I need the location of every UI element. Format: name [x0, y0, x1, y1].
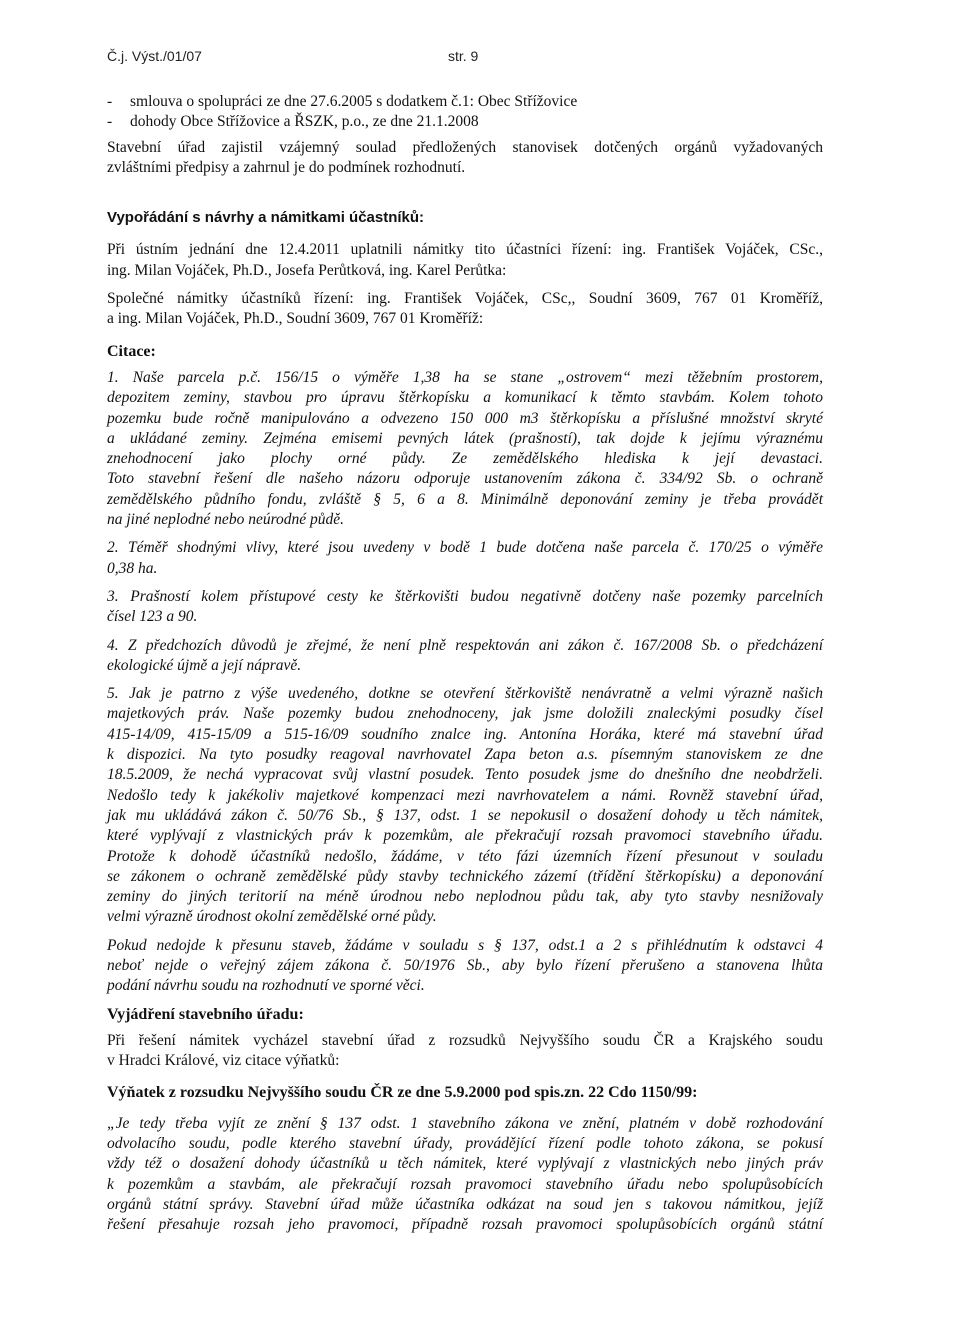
text-line: ekologické újmě a její nápravě.: [107, 656, 302, 674]
citation-paragraph: [107, 538, 823, 579]
office-paragraph: [107, 1031, 823, 1072]
text-line: vždy též o dosažení dohody účastníků u těch námitek, které vyplývají z vlastnických nebo jiných práv: [107, 1155, 823, 1173]
text-line: čísel 123 a 90.: [107, 608, 198, 626]
text-line: se zákonem o ochraně zemědělské půdy stavby technického zázemí (třídění štěrkopísku) a deponování: [107, 867, 823, 885]
text-line: Při řešení námitek vycházel stavební úřad z rozsudků Nejvyššího soudu ČR a Krajského soudu: [107, 1031, 823, 1049]
citation-block: [107, 368, 823, 997]
text-line: ing. Milan Vojáček, Ph.D., Josefa Perůtková, ing. Karel Perůtka:: [107, 261, 507, 279]
text-line: „Je tedy třeba vyjít ze znění § 137 odst. 1 stavebního zákona ve znění, platném v době rozhodování: [107, 1114, 823, 1132]
text-line: které vyplývají z vlastnických práv k pozemkům, ale překračují rozsah pravomoci stavebního úřadu.: [107, 827, 823, 845]
list-item: - smlouva o spolupráci ze dne 27.6.2005 s dodatkem č.1: Obec Střížovice: [107, 92, 823, 112]
text-line: neboť nejde o veřejný zájem zákona č. 50/1976 Sb., aby bylo řízení přerušeno a stanovena lhůta: [107, 956, 823, 974]
text-line: zemědělského půdního fondu, zvláště § 5, 6 a 8. Minimálně deponování zeminy je třeba provádět: [107, 490, 823, 508]
text-line: 2. Téměř shodnými vlivy, které jsou uvedeny v bodě 1 bude dotčena naše parcela č. 170/25 o výměře: [107, 539, 823, 557]
text-line: zvláštními předpisy a zahrnul je do podmínek rozhodnutí.: [107, 158, 466, 176]
text-line: Toto stavební řešení dle našeho názoru odporuje ustanovením zákona č. 334/92 Sb. o ochraně: [107, 470, 823, 488]
excerpt-heading: Výňatek z rozsudku Nejvyššího soudu ČR ze dne 5.9.2000 pod spis.zn. 22 Cdo 1150/99:: [107, 1084, 698, 1102]
text-line: a ing. Milan Vojáček, Ph.D., Soudní 3609, 767 01 Kroměříž:: [107, 310, 484, 328]
text-line: v Hradci Králové, viz citace výňatků:: [107, 1052, 340, 1070]
text-line: a ukládané zeminy. Zejména emisemi pevných látek (prašností), tak dojde k jejímu výraznému: [107, 429, 823, 447]
citation-paragraph: [107, 684, 823, 928]
text-line: 415-14/09, 415-15/09 a 515-16/09 soudního znalce ing. Antonína Horáka, které má stavební úřad: [107, 725, 823, 743]
text-line: řešení přesahuje rozsah jeho pravomoci, případně rozsah pravomoci spolupůsobících orgánů státní: [107, 1216, 823, 1234]
document-body: [107, 92, 823, 1236]
text-line: 18.5.2009, že nechá vypracovat svůj vlastní posudek. Tento posudek jsme do dnešního dne neobdrželi.: [107, 766, 823, 784]
citation-paragraph: [107, 936, 823, 997]
text-line: depozitem zeminy, stavbou pro úpravu štěrkopísku a komunikací k těmto stavbám. Kolem tohoto: [107, 389, 823, 407]
text-line: 1. Naše parcela p.č. 156/15 o výměře 1,38 ha se stane „ostrovem“ mezi těžebním prostorem,: [107, 368, 823, 386]
text-line: 3. Prašností kolem přístupové cesty ke štěrkovišti budou negativně dotčeny naše pozemky parcelních: [107, 587, 823, 605]
excerpt-paragraph: [107, 1114, 823, 1236]
citation-paragraph: [107, 368, 823, 530]
text-line: orgánů státní správy. Stavební úřad může účastníka odkázat na soud jen s takovou námitkou, jejíž: [107, 1195, 823, 1213]
text-line: podání návrhu soudu na rozhodnutí ve sporné věci.: [107, 977, 425, 995]
intro-paragraph: [107, 138, 823, 179]
section-heading: Vypořádání s návrhy a námitkami účastníků:: [107, 209, 425, 227]
text-line: na jiné neplodné nebo neúrodné půdě.: [107, 511, 345, 529]
citace-heading: Citace:: [107, 342, 156, 360]
text-line: velmi výrazně úrodnost okolní zemědělské orné půdy.: [107, 908, 437, 926]
text-line: jak mu ukládává zákon č. 50/76 Sb., § 137, odst. 1 se nepokusil o dosažení dohody u těch námitek,: [107, 806, 823, 824]
text-line: Stavební úřad zajistil vzájemný soulad předložených stanovisek dotčených orgánů vyžadovaných: [107, 138, 823, 156]
text-line: znehodnocení jako plochy orné půdy. Ze zemědělského hlediska k její devastaci.: [107, 450, 823, 468]
text-line: Nedošlo tedy k jakékoliv majetkové kompenzaci mezi navrhovatelem a námi. Rovněž stavební úřad,: [107, 786, 823, 804]
text-line: Pokud nedojde k přesunu staveb, žádáme v souladu s § 137, odst.1 a 2 s přihlédnutím k odstavci 4: [107, 936, 823, 954]
citation-paragraph: [107, 587, 823, 628]
text-line: Společné námitky účastníků řízení: ing. František Vojáček, CSc,, Soudní 3609, 767 01 Kroměříž,: [107, 290, 823, 308]
text-line: k pozemkům a stavbám, ale překračují rozsah pravomoci stavebního úřadu nebo spolupůsobících: [107, 1175, 823, 1193]
text-line: zeminy do jiných teritorií na méně úrodnou nebo neplodnou půdu tak, aby tyto stavby nesnižovaly: [107, 888, 823, 906]
page-number: str. 9: [448, 48, 479, 64]
hearing-paragraph: [107, 240, 823, 281]
list-item: - dohody Obce Střížovice a ŘSZK, p.o., ze dne 21.1.2008: [107, 112, 823, 132]
text-line: pozemku bude ročně manipulováno a odvezeno 150 000 m3 štěrkopísku a příslušné množství skryté: [107, 409, 823, 427]
reference-number: Č.j. Výst./01/07: [107, 48, 202, 64]
joint-objections-paragraph: [107, 289, 823, 330]
text-line: Při ústním jednání dne 12.4.2011 uplatnili námitky tito účastníci řízení: ing. František Vojáček, CSc.,: [107, 241, 823, 259]
text-line: k dispozici. Na tyto posudky reagoval navrhovatel Zapa beton a.s. písemným stanoviskem ze dne: [107, 746, 823, 764]
text-line: 5. Jak je patrno z výše uvedeného, dotkne se otevření štěrkoviště nenávratně a velmi výrazně našich: [107, 685, 823, 703]
citation-paragraph: [107, 636, 823, 677]
text-line: Protože k dohodě účastníků nedošlo, žádáme, v této fázi územních řízení přesunout v souladu: [107, 847, 823, 865]
text-line: 4. Z předchozích důvodů je zřejmé, že není plně respektován ani zákon č. 167/2008 Sb. o předcházení: [107, 636, 823, 654]
text-line: 0,38 ha.: [107, 559, 158, 577]
bullet-list: [107, 92, 823, 133]
text-line: majetkových práv. Naše pozemky budou znehodnoceny, jak jsme doložili znaleckými posudky čísel: [107, 705, 823, 723]
section-heading: Vyjádření stavebního úřadu:: [107, 1005, 304, 1023]
text-line: odvolacího soudu, podle kterého stavební úřady, provádějící řízení podle tohoto zákona, se pokusí: [107, 1135, 823, 1153]
